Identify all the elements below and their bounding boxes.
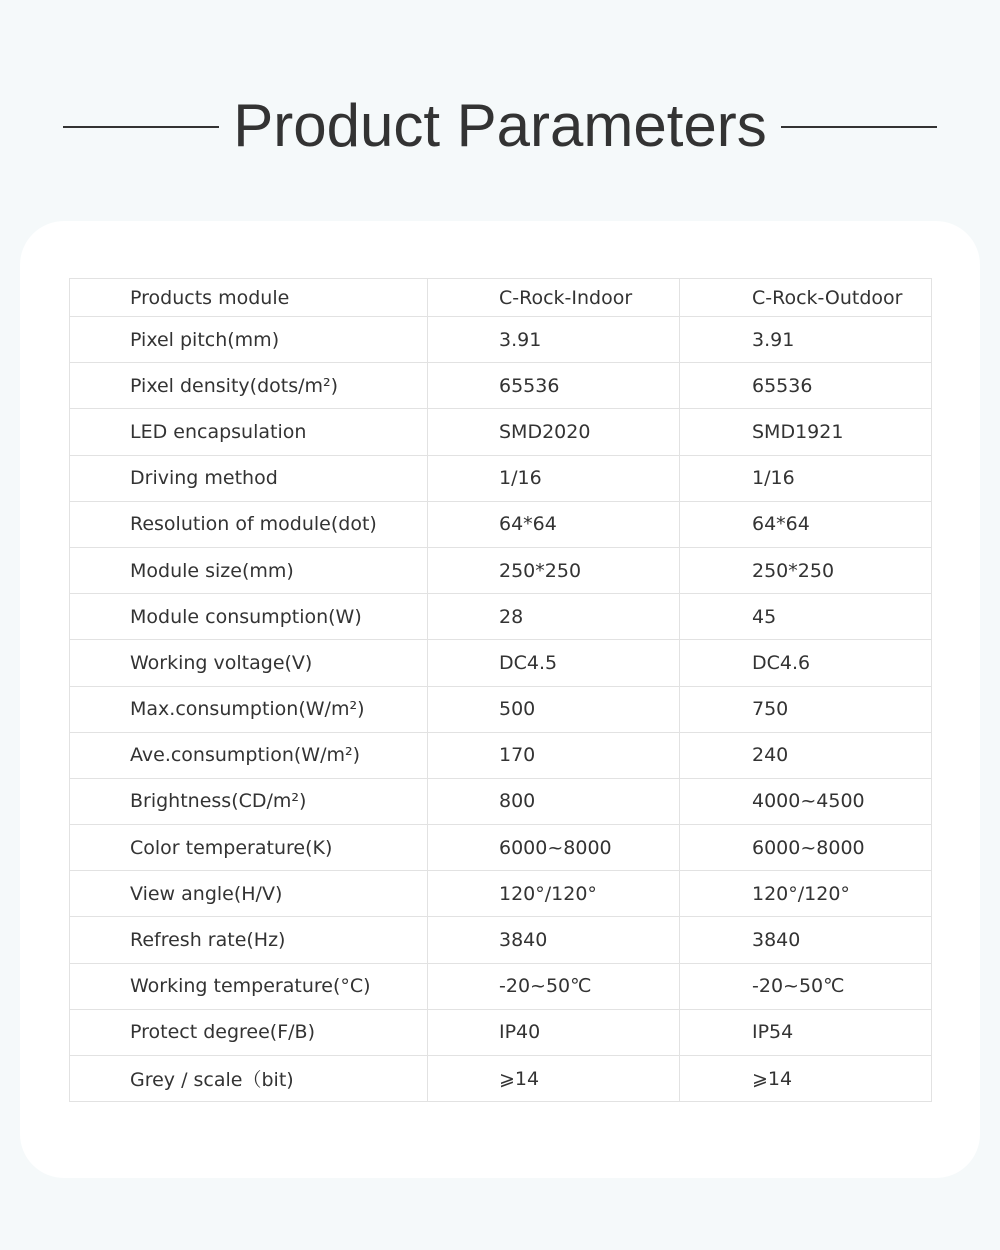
table-row [70,1056,932,1102]
outdoor-value: 4000~4500 [680,778,932,824]
table-row [70,455,932,501]
indoor-value: 800 [428,778,680,824]
parameter-label: Working voltage(V) [70,640,428,686]
parameter-label: Module consumption(W) [70,594,428,640]
indoor-value: 250*250 [428,547,680,593]
parameter-label: Refresh rate(Hz) [70,917,428,963]
outdoor-value: 45 [680,594,932,640]
outdoor-value: 120°/120° [680,871,932,917]
outdoor-value: DC4.6 [680,640,932,686]
indoor-value: 3840 [428,917,680,963]
table-row [70,825,932,871]
indoor-value: 500 [428,686,680,732]
table-row [70,686,932,732]
outdoor-value: ⩾14 [680,1056,932,1102]
parameters-card [20,221,980,1178]
indoor-value: C-Rock-Indoor [428,279,680,317]
outdoor-value: 6000~8000 [680,825,932,871]
parameter-label: Pixel pitch(mm) [70,317,428,363]
table-row [70,871,932,917]
parameter-label: Module size(mm) [70,547,428,593]
indoor-value: 1/16 [428,455,680,501]
table-row [70,732,932,778]
outdoor-value: 1/16 [680,455,932,501]
page-header [0,88,1000,164]
table-row [70,317,932,363]
outdoor-value: SMD1921 [680,409,932,455]
parameter-label: Ave.consumption(W/m²) [70,732,428,778]
outdoor-value: -20~50℃ [680,963,932,1009]
parameter-label: LED encapsulation [70,409,428,455]
outdoor-value: 750 [680,686,932,732]
indoor-value: 120°/120° [428,871,680,917]
outdoor-value: C-Rock-Outdoor [680,279,932,317]
table-row [70,501,932,547]
table-row [70,963,932,1009]
outdoor-value: 65536 [680,363,932,409]
table-row [70,640,932,686]
table-row [70,778,932,824]
title-divider-left [63,126,219,128]
parameter-label: Working temperature(°C) [70,963,428,1009]
table-row [70,594,932,640]
parameter-label: Driving method [70,455,428,501]
table-row [70,1009,932,1055]
parameter-label: Protect degree(F/B) [70,1009,428,1055]
indoor-value: 6000~8000 [428,825,680,871]
table-row [70,363,932,409]
outdoor-value: IP54 [680,1009,932,1055]
title-divider-right [781,126,937,128]
parameters-table [69,278,932,1102]
indoor-value: DC4.5 [428,640,680,686]
parameter-label: Resolution of module(dot) [70,501,428,547]
outdoor-value: 250*250 [680,547,932,593]
parameter-label: Max.consumption(W/m²) [70,686,428,732]
indoor-value: 28 [428,594,680,640]
indoor-value: 170 [428,732,680,778]
indoor-value: IP40 [428,1009,680,1055]
parameter-label: Grey / scale（bit) [70,1056,428,1102]
parameter-label: Products module [70,279,428,317]
outdoor-value: 3840 [680,917,932,963]
table-row [70,409,932,455]
indoor-value: SMD2020 [428,409,680,455]
parameter-label: Color temperature(K) [70,825,428,871]
outdoor-value: 3.91 [680,317,932,363]
indoor-value: 3.91 [428,317,680,363]
parameter-label: Pixel density(dots/m²) [70,363,428,409]
parameter-label: View angle(H/V) [70,871,428,917]
indoor-value: -20~50℃ [428,963,680,1009]
indoor-value: 65536 [428,363,680,409]
parameter-label: Brightness(CD/m²) [70,778,428,824]
table-row [70,917,932,963]
outdoor-value: 64*64 [680,501,932,547]
indoor-value: ⩾14 [428,1056,680,1102]
page-title: Product Parameters [233,92,767,159]
table-row [70,547,932,593]
indoor-value: 64*64 [428,501,680,547]
outdoor-value: 240 [680,732,932,778]
table-row [70,279,932,317]
